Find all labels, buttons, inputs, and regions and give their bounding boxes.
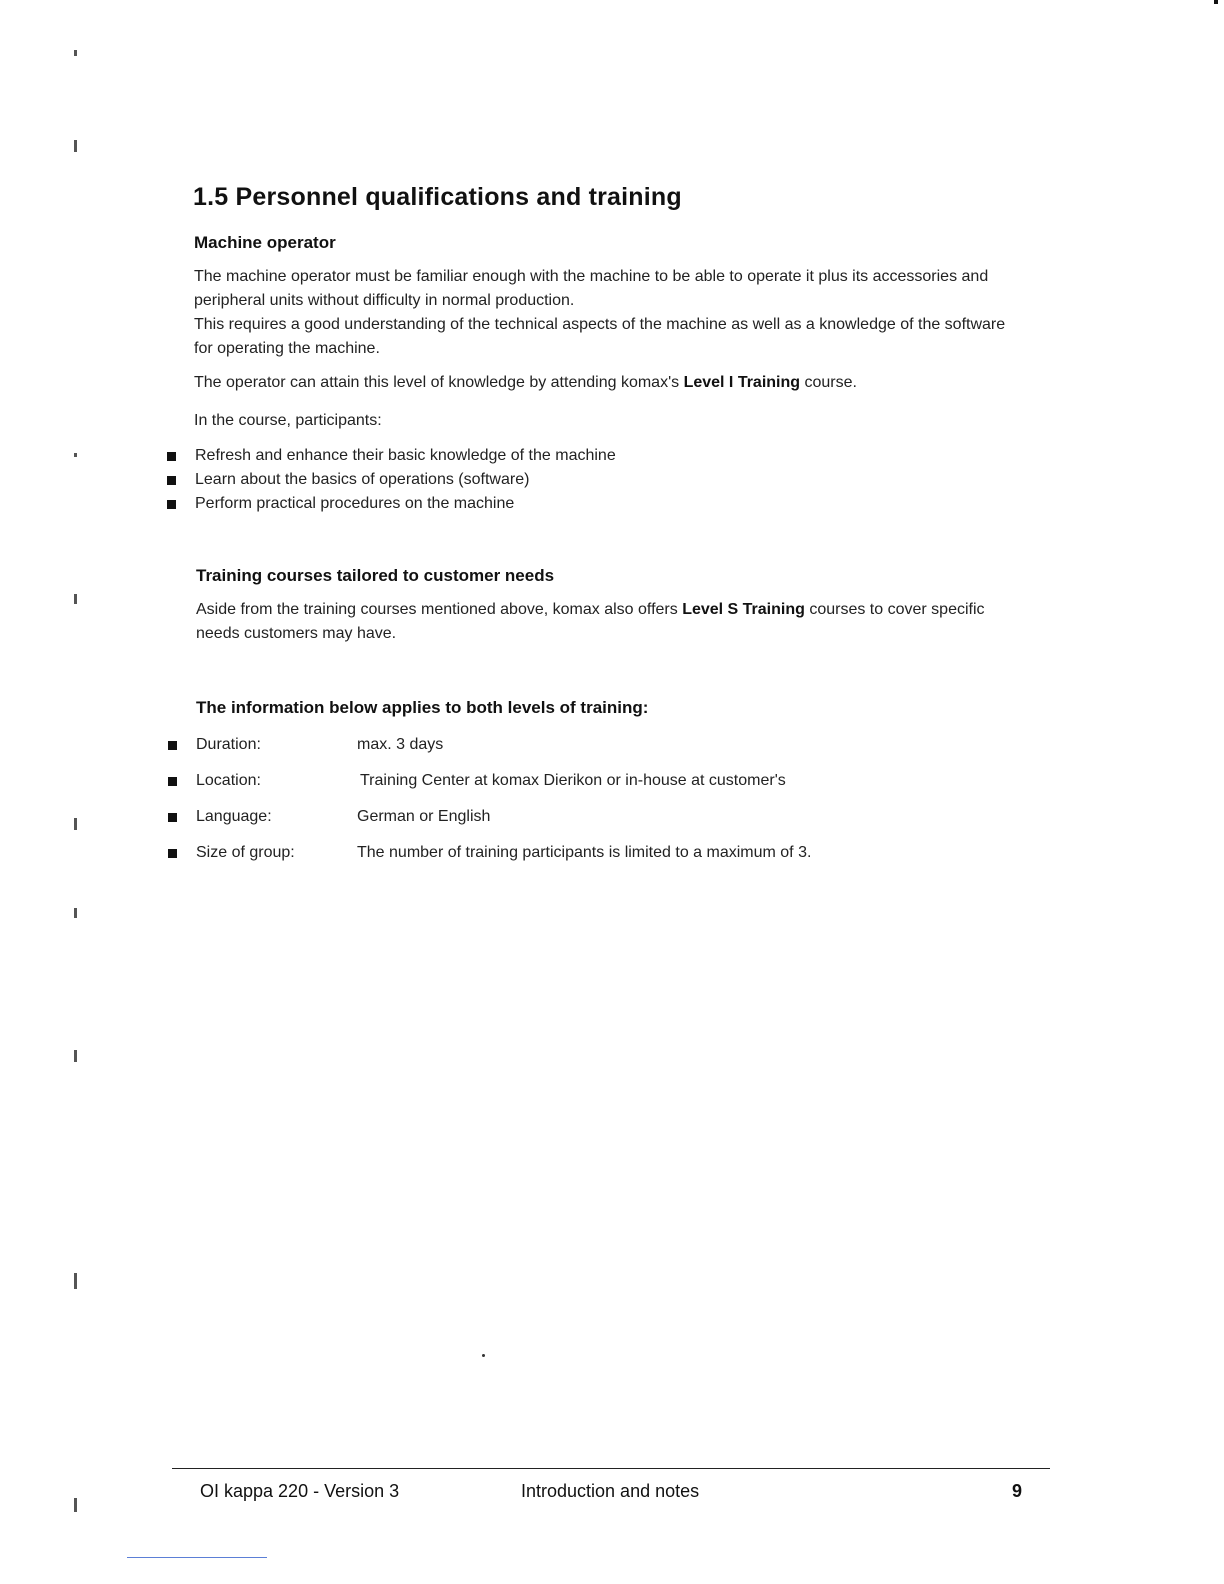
margin-mark [74, 1050, 77, 1062]
tailored-text-after: courses to cover specific needs customers may have. [196, 601, 985, 642]
list-item-text: Learn about the basics of operations (software) [195, 471, 530, 488]
footer-chapter: Introduction and notes [521, 1481, 700, 1501]
margin-mark [74, 818, 77, 830]
level-one-training-label: Level I Training [683, 374, 801, 391]
square-bullet-icon [168, 849, 177, 858]
margin-mark [74, 1498, 77, 1512]
margin-mark [74, 453, 77, 457]
participant-bullet-list [167, 444, 616, 516]
square-bullet-icon [168, 777, 177, 786]
tailored-text-before: Aside from the training courses mentioned above, komax also offers [196, 601, 683, 618]
info-label: Location: [196, 772, 261, 789]
margin-mark [74, 50, 77, 56]
list-item [167, 492, 616, 516]
tailored-training-heading: Training courses tailored to customer needs [196, 566, 555, 585]
square-bullet-icon [167, 476, 176, 485]
info-value: Training Center at komax Dierikon or in-house at customer's [360, 772, 786, 789]
margin-mark [74, 1273, 77, 1289]
stray-dot [482, 1354, 485, 1357]
square-bullet-icon [167, 500, 176, 509]
machine-operator-paragraph-2: This requires a good understanding of the technical aspects of the machine as well as a knowledge of the software for operating the machine. [194, 316, 1006, 357]
level-s-training-label: Level S Training [682, 601, 805, 618]
machine-operator-paragraph-1: The machine operator must be familiar enough with the machine to be able to operate it plus its accessories and peripheral units without difficulty in normal production. [194, 268, 989, 309]
level-one-text-after: course. [800, 374, 857, 391]
machine-operator-heading: Machine operator [194, 233, 336, 252]
square-bullet-icon [168, 741, 177, 750]
info-label: Duration: [196, 736, 261, 753]
info-label: Language: [196, 808, 272, 825]
list-item [167, 444, 616, 468]
list-item [167, 468, 616, 492]
course-intro: In the course, participants: [194, 412, 382, 429]
footer-page-number: 9 [1012, 1481, 1023, 1501]
square-bullet-icon [167, 452, 176, 461]
scan-edge-line [127, 1557, 267, 1558]
footer-rule [172, 1468, 1050, 1469]
training-info-heading: The information below applies to both levels of training: [196, 698, 649, 717]
info-value: German or English [357, 808, 491, 825]
list-item-text: Perform practical procedures on the machine [195, 495, 515, 512]
footer-doc-title: OI kappa 220 - Version 3 [200, 1481, 400, 1501]
info-value: The number of training participants is limited to a maximum of 3. [357, 844, 812, 861]
margin-mark [74, 594, 77, 604]
level-one-text-before: The operator can attain this level of knowledge by attending komax's [194, 374, 684, 391]
level-one-paragraph [194, 371, 1022, 395]
list-item-text: Refresh and enhance their basic knowledge of the machine [195, 447, 616, 464]
info-label: Size of group: [196, 844, 295, 861]
tailored-training-paragraph [196, 598, 1024, 646]
margin-mark [74, 908, 77, 918]
page-title: 1.5 Personnel qualifications and training [193, 183, 682, 211]
square-bullet-icon [168, 813, 177, 822]
info-value: max. 3 days [357, 736, 444, 753]
corner-mark [1214, 0, 1218, 4]
margin-mark [74, 140, 77, 152]
